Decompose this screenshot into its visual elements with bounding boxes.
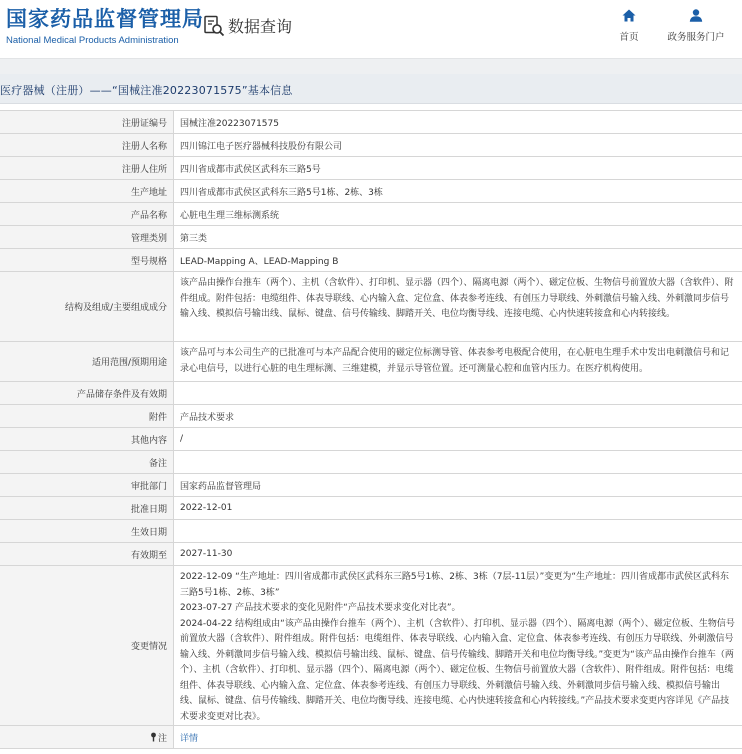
- row-label: 审批部门: [0, 474, 174, 496]
- row-value: 该产品由操作台推车（两个）、主机（含软件）、打印机、显示器（四个）、隔离电源（两个）、磁定位板、生物信号前置放大器（含软件）、附件组成。附件包括：电缆组件、体表导联线、心内输入盒、定位盒、体表参考连线、有创压力导联线、外刺激信号输入线、外刺激同步信号输入线、模拟信号输出线、鼠标、键盘、信号传输线、脚踏开关、电位均衡导线、连接电缆、心内快速转接盒和心内转接线。: [180, 278, 734, 319]
- table-row-product-name: [0, 203, 742, 226]
- row-label: 产品名称: [0, 203, 174, 225]
- site-logo[interactable]: [6, 8, 204, 47]
- table-row-registrant-address: [0, 157, 742, 180]
- table-row-effective-date: [0, 520, 742, 543]
- row-label: 注册人名称: [0, 134, 174, 156]
- row-label: 适用范围/预期用途: [0, 342, 174, 381]
- table-row-remarks: [0, 451, 742, 474]
- row-value: 该产品可与本公司生产的已批准可与本产品配合使用的磁定位标测导管、体表参考电极配合使用，在心脏电生理手术中发出电刺激信号和记录心电信号，以进行心脏的电生理标测、三维建模，并显示导管位置。还可测量心腔和血管内压力。在医疗机构使用。: [180, 348, 730, 374]
- table-row-production-address: [0, 180, 742, 203]
- user-icon: [689, 9, 703, 22]
- record-title-bar: [0, 74, 742, 104]
- change-entry: 2023-07-27 产品技术要求的变化见附件“产品技术要求变化对比表”。: [180, 603, 461, 613]
- nav-home-label: 首页: [619, 32, 639, 43]
- row-value: 第三类: [180, 233, 208, 244]
- row-value: [174, 566, 742, 725]
- row-value: /: [180, 434, 184, 444]
- nav-home[interactable]: [594, 9, 664, 43]
- table-row-model-spec: [0, 249, 742, 272]
- row-label: 管理类别: [0, 226, 174, 248]
- table-row-approval-dept: [0, 474, 742, 497]
- row-label: 备注: [0, 451, 174, 473]
- row-label: 产品储存条件及有效期: [0, 382, 174, 404]
- row-value: 产品技术要求: [180, 412, 235, 423]
- table-row-note: [0, 726, 742, 749]
- row-value: 四川锦江电子医疗器械科技股份有限公司: [180, 141, 343, 152]
- row-value: 2027-11-30: [180, 549, 233, 559]
- row-label: 其他内容: [0, 428, 174, 450]
- table-row-intended-use: [0, 342, 742, 382]
- row-label: 注册证编号: [0, 111, 174, 133]
- data-query-link[interactable]: [203, 14, 292, 37]
- row-label: 变更情况: [0, 566, 174, 725]
- nav-service-label: 政务服务门户: [667, 32, 725, 43]
- row-value: 心脏电生理三维标测系统: [180, 210, 280, 221]
- row-value: 国械注准20223071575: [180, 118, 279, 129]
- row-label: 注册人住所: [0, 157, 174, 179]
- row-value: 国家药品监督管理局: [180, 481, 262, 492]
- table-row-approval-date: [0, 497, 742, 520]
- change-entry: 2022-12-09 “生产地址：四川省成都市武侯区武科东三路5号1栋、2栋、3栋（7层-11层）”变更为“生产地址：四川省成都市武侯区武科东三路5号1栋、2栋、3栋”: [180, 572, 729, 598]
- table-row-other: [0, 428, 742, 451]
- header-divider-band: [0, 58, 742, 74]
- logo-title-en: National Medical Products Administration: [6, 35, 179, 46]
- row-value: [174, 382, 742, 404]
- row-value: 四川省成都市武侯区武科东三路5号1栋、2栋、3栋: [180, 187, 383, 198]
- record-detail-table: [0, 110, 742, 749]
- home-icon: [622, 9, 636, 22]
- table-row-valid-until: [0, 543, 742, 566]
- table-row-registrant-name: [0, 134, 742, 157]
- row-label: 生产地址: [0, 180, 174, 202]
- details-link[interactable]: 详情: [180, 733, 199, 744]
- document-search-icon: [203, 15, 225, 37]
- table-row-storage: [0, 382, 742, 405]
- table-row-management-class: [0, 226, 742, 249]
- record-title: 医疗器械（注册）——“国械注准20223071575”基本信息: [0, 84, 293, 97]
- row-value: [174, 520, 742, 542]
- row-label: 附件: [0, 405, 174, 427]
- row-value: [174, 451, 742, 473]
- row-value: [174, 726, 742, 748]
- table-row-changes: [0, 566, 742, 726]
- data-query-label: 数据查询: [228, 17, 293, 36]
- change-entry: 2024-04-22 结构组成由“该产品由操作台推车（两个）、主机（含软件）、打印机、显示器（四个）、隔离电源（两个）、磁定位板、生物信号前置放大器（含软件）、附件组成。附件包括：电缆组件、体表导联线、心内输入盒、定位盒、体表参考连线、有创压力导联线、外刺激信号输入线、外刺激同步信号输入线、模拟信号输出线、鼠标、键盘、信号传输线、脚踏开关和电位均衡导线。”变更为“该产品由操作台推车（两个）、主机（含软件）、打印机、显示器（四个）、隔离电源（两个）、磁定位板、生物信号前置放大器（含软件）、附件组成。附件包括：电缆组件、体表导联线、心内输入盒、定位盒、体表参考连线、有创压力导联线、外刺激信号输入线、外刺激同步信号输入线、模拟信号输出线、鼠标、键盘、信号传输线、脚踏开关、电位均衡导线、连接电缆、心内快速转接盒和心内转接线。”产品技术要求变更内容详见《产品技术要求变更对比表》。: [180, 618, 735, 722]
- row-label: [0, 726, 174, 748]
- row-label: 结构及组成/主要组成成分: [0, 272, 174, 341]
- row-value: 四川省成都市武侯区武科东三路5号: [180, 164, 321, 175]
- note-label-text: 注: [157, 733, 167, 744]
- table-row-registration-no: [0, 111, 742, 134]
- row-label: 批准日期: [0, 497, 174, 519]
- row-value: 2022-12-01: [180, 503, 233, 513]
- row-label: 有效期至: [0, 543, 174, 565]
- row-value: LEAD-Mapping A、LEAD-Mapping B: [180, 256, 339, 267]
- info-pin-icon: [150, 732, 157, 742]
- table-row-attachment: [0, 405, 742, 428]
- row-label: 生效日期: [0, 520, 174, 542]
- row-label: 型号规格: [0, 249, 174, 271]
- logo-title-cn: 国家药品监督管理局: [6, 8, 204, 31]
- site-header: [0, 0, 742, 58]
- nav-service-portal[interactable]: [661, 9, 731, 43]
- table-row-structure: [0, 272, 742, 342]
